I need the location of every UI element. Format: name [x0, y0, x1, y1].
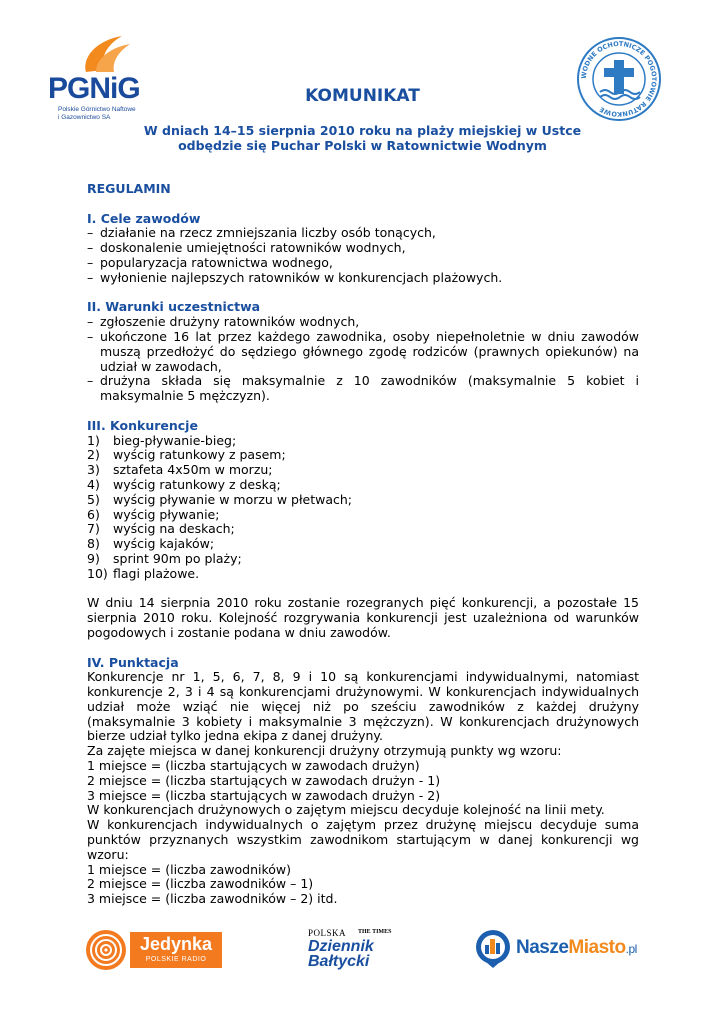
naszemiasto-logo	[474, 927, 644, 971]
list-item: 10) flagi plażowe.	[87, 565, 200, 581]
list-item: – popularyzacja ratownictwa wodnego,	[87, 256, 639, 271]
list-item: 8) wyścig kajaków;	[87, 536, 215, 552]
indiv-rule: W konkurencjach indywidualnych o zajętym przez drużynę miejscu decyduje suma punktów przyznanych wszystkim zawodnikom startującym w danej konkurencji wg wzoru:	[87, 817, 639, 862]
list-item: – zgłoszenie drużyny ratowników wodnych,	[87, 315, 639, 330]
formula-line: 3 miejsce = (liczba startujących w zawodach drużyn - 2)	[87, 787, 441, 803]
wopr-logo	[576, 36, 662, 122]
wopr-emblem-icon	[576, 36, 662, 122]
list-item: – drużyna składa się maksymalnie z 10 zawodników (maksymalnie 5 kobiet i maksymalnie 5 mężczyzn).	[87, 374, 639, 404]
document-body	[87, 182, 639, 907]
pgnig-flame-icon	[78, 34, 138, 74]
section-1-title: I. Cele zawodów	[87, 210, 201, 226]
nasze-part1: Nasze	[516, 937, 569, 958]
dziennik-line1: Dziennik	[308, 938, 374, 955]
list-item: – ukończone 16 lat przez każdego zawodnika, osoby niepełnoletnie w dniu zawodów muszą przedłożyć do sędziego głównego zgodę rodziców (prawnych opiekunów) na udział w zawodach,	[87, 330, 639, 374]
dziennik-top2: THE TIMES	[358, 929, 392, 935]
jedynka-logo	[86, 930, 222, 970]
regulamin-heading: REGULAMIN	[87, 181, 171, 196]
page-title: KOMUNIKAT	[305, 86, 420, 106]
dziennik-line2: Bałtycki	[308, 953, 370, 970]
section-3-list	[87, 434, 639, 582]
list-item: 2) wyścig ratunkowy z pasem;	[87, 447, 286, 463]
wopr-ring-text: WODNE OCHOTNICZE POGOTOWIE RATUNKOWE	[579, 39, 659, 119]
subtitle-line: W dniach 14–15 sierpnia 2010 roku na plaży miejskiej w Ustce	[143, 123, 582, 138]
list-item: 5) wyścig pływanie w morzu w płetwach;	[87, 491, 352, 507]
subtitle-line: odbędzie się Puchar Polski w Ratownictwie Wodnym	[178, 138, 547, 153]
page-subtitle	[100, 123, 625, 153]
radio-waves-icon	[86, 930, 126, 970]
section-3-note: W dniu 14 sierpnia 2010 roku zostanie rozegranych pięć konkurencji, a pozostałe 15 sierpnia 2010 roku. Kolejność rozgrywania konkurencji jest uzależniona od warunków pogodowych i zostanie podana w dniu zawodów.	[87, 595, 639, 640]
jedynka-subtitle: POLSKIE RADIO	[145, 956, 207, 963]
dziennik-top: POLSKA	[308, 928, 347, 938]
formula-line: 1 miejsce = (liczba startujących w zawodach drużyn)	[87, 758, 420, 774]
formula-line: 2 miejsce = (liczba startujących w zawodach drużyn - 1)	[87, 772, 441, 788]
list-item: 9) sprint 90m po plaży;	[87, 550, 242, 566]
city-pin-icon	[474, 929, 512, 969]
pgnig-subtitle: Polskie Górnictwo Naftowe i Gazownictwo SA	[58, 106, 136, 121]
list-item: 4) wyścig ratunkowy z deską;	[87, 476, 281, 492]
list-item: – działanie na rzecz zmniejszania liczby osób tonących,	[87, 226, 639, 241]
nasze-part3: .pl	[625, 942, 637, 956]
dziennik-baltycki-logo	[304, 928, 416, 972]
formula-line: 1 miejsce = (liczba zawodników)	[87, 861, 292, 877]
list-item: – wyłonienie najlepszych ratowników w konkurencjach plażowych.	[87, 271, 639, 286]
pgnig-logo	[48, 34, 158, 124]
section-4-intro: Konkurencje nr 1, 5, 6, 7, 8, 9 i 10 są konkurencjami indywidualnymi, natomiast konkurencje 2, 3 i 4 są konkurencjami drużynowymi. W konkurencjach indywidualnych udział może wziąć nie więcej niż po sześciu zawodników z każdej drużyny (maksymalnie 3 kobiety i maksymalnie 3 mężczyzn). W konkurencjach drużynowych bierze udział tylko jedna ekipa z danej drużyny.	[87, 669, 639, 744]
pgnig-wordmark: PGNiG	[48, 72, 140, 105]
section-1-list	[87, 226, 639, 285]
section-4-title: IV. Punktacja	[87, 654, 179, 670]
section-3-title: III. Konkurencje	[87, 417, 198, 433]
jedynka-wordmark: Jedynka	[139, 934, 213, 954]
formula-line: 3 miejsce = (liczba zawodników – 2) itd.	[87, 891, 338, 907]
team-rule: W konkurencjach drużynowych o zajętym miejscu decyduje kolejność na linii mety.	[87, 802, 605, 818]
team-formula-intro: Za zajęte miejsca w danej konkurencji drużyny otrzymują punkty wg wzoru:	[87, 743, 562, 759]
list-item: 1) bieg-pływanie-bieg;	[87, 432, 237, 448]
section-2-list	[87, 315, 639, 404]
formula-line: 2 miejsce = (liczba zawodników – 1)	[87, 876, 314, 892]
list-item: 6) wyścig pływanie;	[87, 506, 220, 522]
list-item: 7) wyścig na deskach;	[87, 521, 235, 537]
nasze-part2: Miasto	[568, 937, 626, 958]
list-item: 3) sztafeta 4x50m w morzu;	[87, 462, 273, 478]
section-2-title: II. Warunki uczestnictwa	[87, 299, 261, 315]
list-item: – doskonalenie umiejętności ratowników wodnych,	[87, 241, 639, 256]
